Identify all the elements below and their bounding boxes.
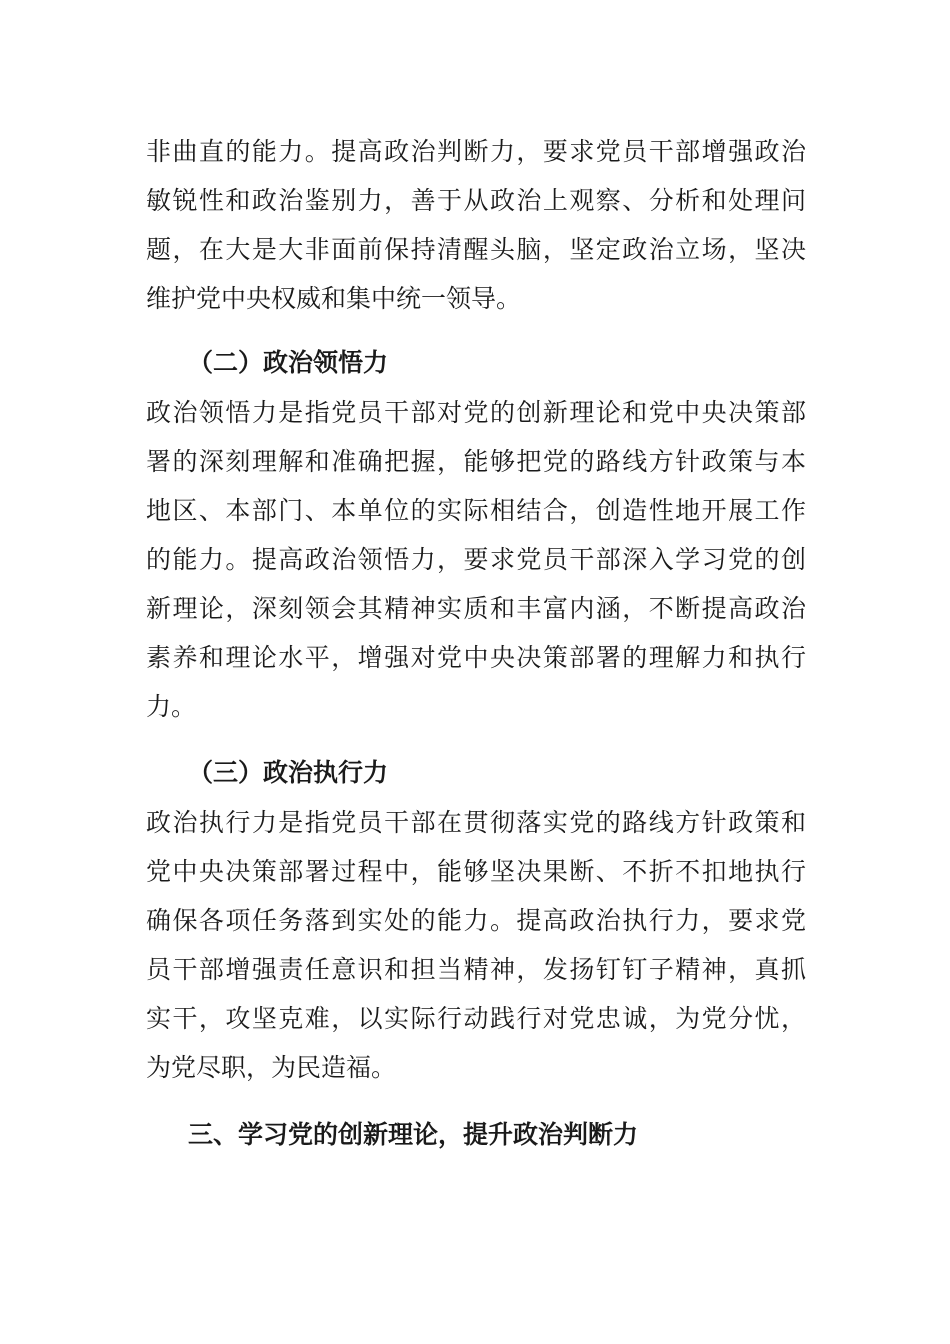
paragraph-line: 为党尽职，为民造福。: [146, 1053, 397, 1082]
paragraph-line: 新理论，深刻领会其精神实质和丰富内涵，不断提高政治: [146, 594, 806, 623]
section-heading-political-execution: （三）政治执行力: [188, 758, 389, 787]
paragraph-line: 地区、本部门、本单位的实际相结合，创造性地开展工作: [146, 496, 806, 525]
paragraph-line: 非曲直的能力。提高政治判断力，要求党员干部增强政治: [146, 137, 806, 166]
paragraph-line: 政治领悟力是指党员干部对党的创新理论和党中央决策部: [146, 398, 806, 427]
paragraph-line: 敏锐性和政治鉴别力，善于从政治上观察、分析和处理问: [146, 186, 806, 215]
paragraph-line: 员干部增强责任意识和担当精神，发扬钉钉子精神，真抓: [146, 955, 806, 984]
paragraph-line: 署的深刻理解和准确把握，能够把党的路线方针政策与本: [146, 447, 806, 476]
chapter-heading-three: 三、学习党的创新理论，提升政治判断力: [188, 1120, 639, 1149]
paragraph-line: 确保各项任务落到实处的能力。提高政治执行力，要求党: [146, 906, 806, 935]
paragraph-line: 力。: [146, 692, 197, 721]
paragraph-line: 素养和理论水平，增强对党中央决策部署的理解力和执行: [146, 643, 806, 672]
paragraph-line: 维护党中央权威和集中统一领导。: [146, 284, 522, 313]
paragraph-line: 题，在大是大非面前保持清醒头脑，坚定政治立场，坚决: [146, 235, 806, 264]
paragraph-line: 党中央决策部署过程中，能够坚决果断、不折不扣地执行: [146, 857, 806, 886]
paragraph-line: 政治执行力是指党员干部在贯彻落实党的路线方针政策和: [146, 808, 806, 837]
paragraph-line: 的能力。提高政治领悟力，要求党员干部深入学习党的创: [146, 545, 806, 574]
paragraph-line: 实干，攻坚克难，以实际行动践行对党忠诚，为党分忧，: [146, 1004, 806, 1033]
section-heading-political-comprehension: （二）政治领悟力: [188, 348, 389, 377]
